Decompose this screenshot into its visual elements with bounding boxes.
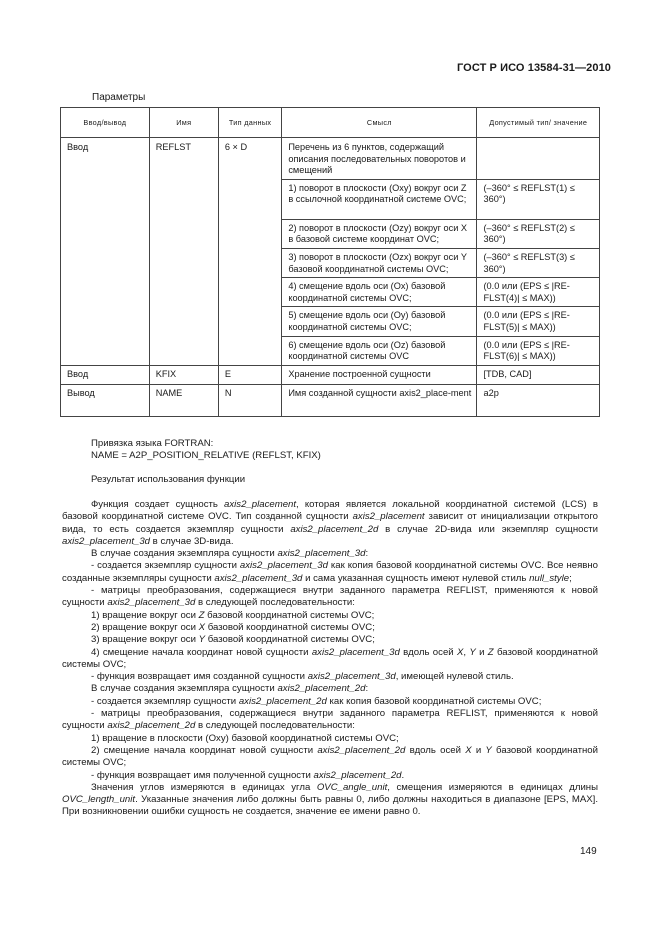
paragraph: 4) смещение начала координат новой сущности axis2_placement_3d вдоль осей X, Y и Z базовой координатной системы OVC; [62, 646, 598, 670]
paragraph: 1) вращение вокруг оси Z базовой координатной системы OVC; [91, 609, 375, 621]
cell-type: N [218, 384, 281, 416]
paragraph: 2) смещение начала координат новой сущности axis2_placement_2d вдоль осей X и Y базовой координатной системы OVC; [62, 744, 598, 769]
table-header-row [61, 108, 600, 138]
paragraph: - матрицы преобразования, содержащиеся внутри заданного параметра REFLIST, применяются к новой сущности axis2_placement_3d в следующей последовательности: [62, 585, 598, 609]
cell-meaning: 4) смещение вдоль оси (Ox) базовой координатной системы OVC; [282, 278, 477, 307]
paragraph: - создается экземпляр сущности axis2_placement_3d как копия базовой координатной системы OVC. Все неявно созданные экземпляры сущности axis2_placement_3d и сама указанная сущность имеют нулевой стиль null_style; [62, 560, 599, 584]
cell-meaning: 3) поворот в плоскости (Ozx) вокруг оси Y базовой координатной системы OVC; [282, 248, 477, 277]
table-row [61, 365, 600, 384]
standard-code-header: ГОСТ Р ИСО 13584-31—2010 [456, 62, 611, 74]
fortran-binding-title: Привязка языка FORTRAN: [91, 438, 214, 449]
cell-allowed: (–360° ≤ REFLST(1) ≤ 360°) [477, 179, 600, 219]
paragraph: Значения углов измеряются в единицах угла OVC_angle_unit, смещения измеряются в единицах длины OVC_length_unit. Указанные значения либо должны быть равны 0, либо должны находиться в диапазоне [EPS, MAX]. При возникновении ошибки сущность не создается, значение ее имени равно 0. [62, 781, 598, 818]
cell-allowed [477, 138, 600, 180]
paragraph: - создается экземпляр сущности axis2_placement_2d как копия базовой координатной системы OVC; [91, 695, 542, 707]
usage-label: Результат использования функции [91, 474, 246, 485]
cell-io: Ввод [61, 365, 150, 384]
parameters-label: Параметры [92, 92, 146, 103]
header-io: Ввод/вывод [61, 108, 150, 138]
cell-allowed: (0.0 или (EPS ≤ |RE-FLST(5)| ≤ MAX)) [477, 307, 600, 336]
paragraph: 3) вращение вокруг оси Y базовой координатной системы OVC; [91, 634, 375, 646]
table-row [61, 384, 600, 416]
table-row [61, 138, 600, 180]
cell-io: Вывод [61, 384, 150, 416]
cell-type: E [218, 365, 281, 384]
paragraph: В случае создания экземпляра сущности axis2_placement_3d: [91, 548, 369, 560]
cell-allowed: (0.0 или (EPS ≤ |RE-FLST(4)| ≤ MAX)) [477, 278, 600, 307]
paragraph: - функция возвращает имя полученной сущности axis2_placement_2d. [91, 769, 405, 781]
usage-body [62, 499, 598, 819]
cell-allowed: a2p [477, 384, 600, 416]
cell-meaning: 2) поворот в плоскости (Ozy) вокруг оси X в базовой системе координат OVC; [282, 219, 477, 248]
paragraph: 1) вращение в плоскости (Oxy) базовой координатной системы OVC; [91, 732, 399, 744]
header-type: Тип данных [218, 108, 281, 138]
paragraph: - функция возвращает имя созданной сущности axis2_placement_3d, имеющей нулевой стиль. [91, 671, 514, 683]
cell-io: Ввод [61, 138, 150, 366]
cell-meaning: Имя созданной сущности axis2_place-ment [282, 384, 477, 416]
cell-name: REFLST [149, 138, 218, 366]
cell-meaning: 1) поворот в плоскости (Oxy) вокруг оси Z в ссылочной координатной системе OVC; [282, 179, 477, 219]
page-number: 149 [580, 846, 597, 857]
cell-allowed: (0.0 или (EPS ≤ |RE-FLST(6)| ≤ MAX)) [477, 336, 600, 365]
cell-meaning: 5) смещение вдоль оси (Oy) базовой координатной системы OVC; [282, 307, 477, 336]
header-name: Имя [149, 108, 218, 138]
paragraph: - матрицы преобразования, содержащиеся внутри заданного параметра REFLIST, применяются к новой сущности axis2_placement_2d в следующей последовательности: [62, 708, 598, 732]
header-allowed: Допустимый тип/ значение [477, 108, 600, 138]
cell-type: 6 × D [218, 138, 281, 366]
paragraph: В случае создания экземпляра сущности axis2_placement_2d: [91, 683, 369, 695]
cell-name: NAME [149, 384, 218, 416]
fortran-binding [91, 438, 321, 463]
paragraph: 2) вращение вокруг оси X базовой координатной системы OVC; [91, 621, 375, 633]
paragraph: Функция создает сущность axis2_placement, которая является локальной координатной системой (LCS) в базовой координатной системе OVC. Тип созданной сущности axis2_placement зависит от инициализации открытого вида, то есть создается экземпляр сущности axis2_placement_2d в случае 2D-вида или экземпляр сущности axis2_placement_3d в случае 3D-вида. [62, 499, 598, 547]
cell-name: KFIX [149, 365, 218, 384]
cell-meaning: Перечень из 6 пунктов, содержащий описания последовательных поворотов и смещений [282, 138, 477, 180]
cell-meaning: 6) смещение вдоль оси (Oz) базовой координатной системы OVC [282, 336, 477, 365]
cell-meaning: Хранение построенной сущности [282, 365, 477, 384]
cell-allowed: (–360° ≤ REFLST(2) ≤ 360°) [477, 219, 600, 248]
parameters-table [60, 107, 600, 417]
cell-allowed: [TDB, CAD] [477, 365, 600, 384]
fortran-binding-call: NAME = A2P_POSITION_RELATIVE (REFLST, KFIX) [91, 450, 321, 462]
header-meaning: Смысл [282, 108, 477, 138]
cell-allowed: (–360° ≤ REFLST(3) ≤ 360°) [477, 248, 600, 277]
